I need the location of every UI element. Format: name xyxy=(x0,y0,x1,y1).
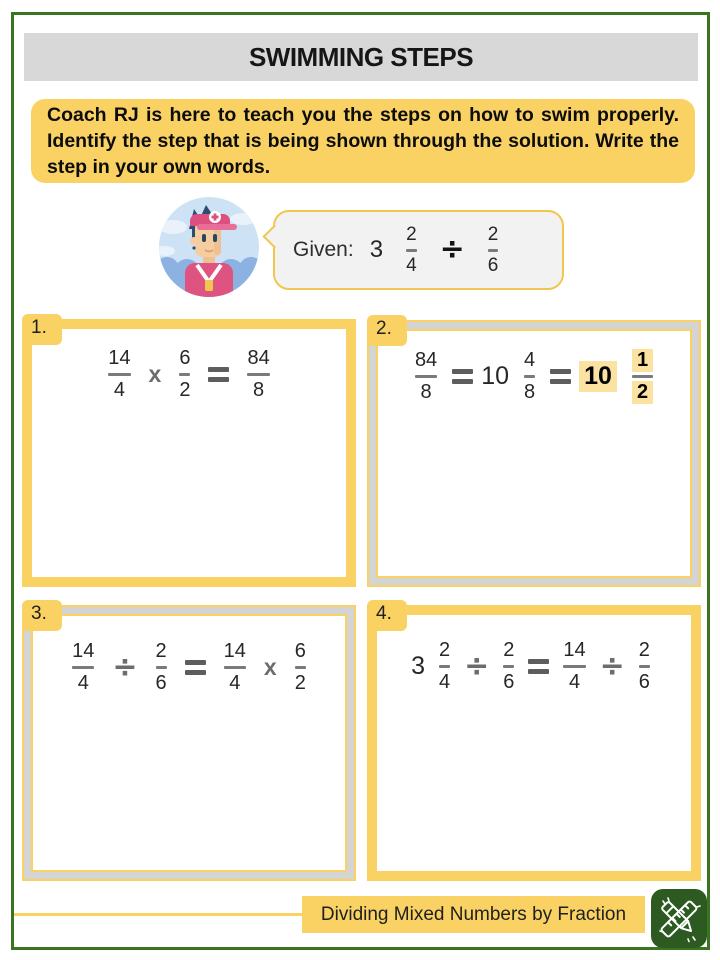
equals-sign xyxy=(528,659,549,674)
fraction: $\frac{14}{4}$ xyxy=(108,347,131,401)
problem-number-4: 4. xyxy=(367,600,407,631)
fraction: $\frac{2}{4}$ xyxy=(406,223,417,276)
problem-4-expression xyxy=(377,639,691,694)
multiplication-sign: x xyxy=(148,361,162,387)
multiplication-sign: x xyxy=(263,654,277,680)
problem-1-expression xyxy=(32,347,346,402)
whole-number: 3 xyxy=(369,236,384,263)
division-sign: ÷ xyxy=(464,648,490,684)
page-title: SWIMMING STEPS xyxy=(248,41,474,72)
whole-number: 3 xyxy=(411,652,425,680)
fraction: $\frac{14}{4}$ xyxy=(223,640,246,694)
problem-2-expression xyxy=(378,349,690,404)
coach-avatar xyxy=(159,197,259,297)
instructions-box: Coach RJ is here to teach you the steps on how to swim properly. Identify the step that is being shown through the solution. Write the step in your own words. xyxy=(31,99,695,183)
equals-sign xyxy=(185,660,206,675)
fraction: $\frac{2}{6}$ xyxy=(487,223,499,276)
whole-number: 10 xyxy=(481,362,509,390)
footer-title-bar xyxy=(302,896,645,933)
equals-sign xyxy=(452,369,473,384)
fraction: $\frac{4}{8}$ xyxy=(524,349,536,403)
division-sign: ÷ xyxy=(439,232,465,267)
fraction: $\frac{1}{2}$ xyxy=(625,349,660,404)
problem-box-2 xyxy=(367,320,701,587)
fraction: $\frac{2}{4}$ xyxy=(439,639,451,693)
fraction: $\frac{6}{2}$ xyxy=(179,347,191,401)
problem-number-1: 1. xyxy=(22,314,62,345)
given-label: Given: xyxy=(293,238,354,261)
coach-avatar-illustration xyxy=(159,197,259,297)
fraction: $\frac{2}{6}$ xyxy=(638,639,650,693)
problem-number-2: 2. xyxy=(367,315,407,346)
problem-number-3: 3. xyxy=(22,600,62,631)
pencil-ruler-icon xyxy=(651,889,707,948)
problem-box-1 xyxy=(22,319,356,587)
fraction: $\frac{2}{6}$ xyxy=(155,640,167,694)
footer-accent-line xyxy=(14,913,302,916)
equals-sign xyxy=(550,369,571,384)
division-sign: ÷ xyxy=(599,648,625,684)
fraction: $\frac{14}{4}$ xyxy=(72,640,95,694)
equals-sign xyxy=(208,367,229,382)
given-expression xyxy=(370,224,508,277)
problem-3-expression xyxy=(33,640,345,695)
fraction: $\frac{84}{8}$ xyxy=(414,349,438,403)
division-sign: ÷ xyxy=(112,649,138,685)
fraction: $\frac{6}{2}$ xyxy=(294,640,306,694)
fraction: $\frac{14}{4}$ xyxy=(563,639,586,693)
page-title-bar xyxy=(24,33,698,81)
problem-box-4 xyxy=(367,605,701,881)
fraction: $\frac{84}{8}$ xyxy=(247,347,270,401)
fraction: $\frac{2}{6}$ xyxy=(503,639,515,693)
footer-title: Dividing Mixed Numbers by Fraction xyxy=(320,903,627,925)
speech-bubble xyxy=(273,210,564,290)
problem-box-3 xyxy=(22,605,356,881)
whole-number: 10 xyxy=(579,361,617,392)
